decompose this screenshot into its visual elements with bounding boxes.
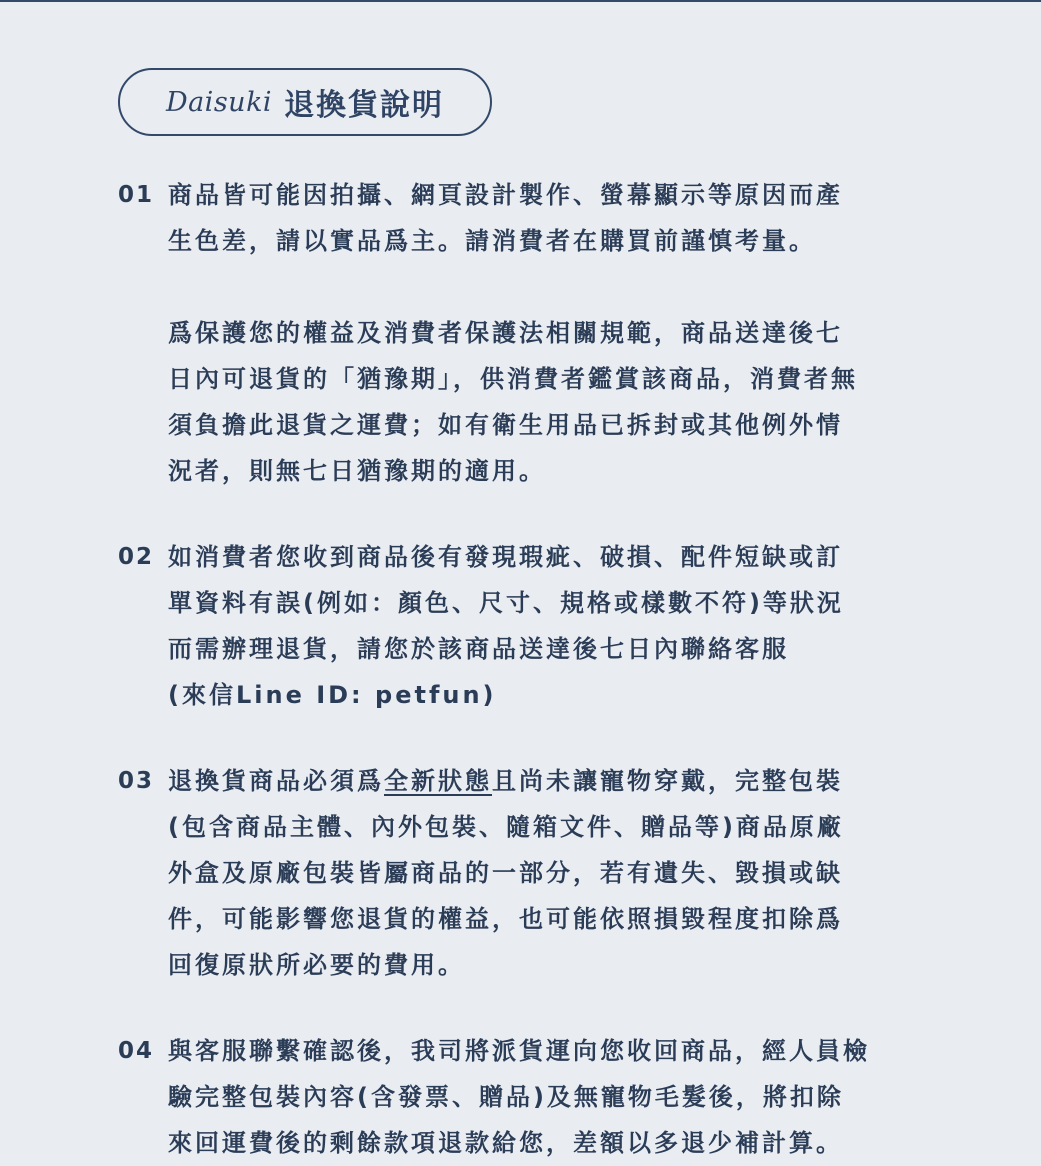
text-line: 外盒及原廠包裝皆屬商品的一部分，若有遺失、毀損或缺 (168, 859, 843, 887)
text-line: (來信Line ID: petfun) (168, 681, 497, 709)
policy-item-04 (118, 1028, 958, 1166)
text-line: 爲保護您的權益及消費者保護法相關規範，商品送達後七 (168, 319, 843, 347)
item-body (168, 1028, 958, 1166)
paragraph (168, 310, 958, 494)
item-number: 02 (118, 544, 155, 570)
text-segment: 且尚未讓寵物穿戴，完整包裝 (492, 767, 843, 795)
paragraph (168, 172, 958, 264)
policy-item-02 (118, 534, 958, 718)
underlined-emphasis: 全新狀態 (384, 767, 492, 795)
policy-item-03 (118, 758, 958, 988)
item-body (168, 758, 958, 988)
text-line: 回復原狀所必要的費用。 (168, 951, 465, 979)
paragraph (168, 534, 958, 718)
brand-logo: Daisuki (165, 86, 273, 118)
text-line: 須負擔此退貨之運費；如有衛生用品已拆封或其他例外情 (168, 411, 843, 439)
text-line: 單資料有誤(例如：顏色、尺寸、規格或樣數不符)等狀況 (168, 589, 844, 617)
text-line: 與客服聯繫確認後，我司將派貨運向您收回商品，經人員檢 (168, 1037, 870, 1065)
text-line (168, 758, 958, 804)
item-body (168, 534, 958, 718)
text-segment: 退換貨商品必須爲 (168, 767, 384, 795)
text-line: (包含商品主體、內外包裝、隨箱文件、贈品等)商品原廠 (168, 813, 844, 841)
item-body (168, 172, 958, 494)
text-line: 驗完整包裝內容(含發票、贈品)及無寵物毛髮後，將扣除 (168, 1083, 844, 1111)
text-line: 商品皆可能因拍攝、網頁設計製作、螢幕顯示等原因而產 (168, 181, 843, 209)
policy-content (118, 172, 958, 1166)
text-line: 而需辦理退貨，請您於該商品送達後七日內聯絡客服 (168, 635, 789, 663)
item-number: 04 (118, 1038, 155, 1064)
page-title: 退換貨說明 (284, 88, 445, 123)
paragraph (168, 758, 958, 988)
policy-item-01 (118, 172, 958, 494)
item-number: 01 (118, 182, 155, 208)
title-badge (118, 68, 492, 136)
text-line: 如消費者您收到商品後有發現瑕疵、破損、配件短缺或訂 (168, 543, 843, 571)
item-number: 03 (118, 768, 155, 794)
text-line: 況者，則無七日猶豫期的適用。 (168, 457, 546, 485)
text-line: 日內可退貨的「猶豫期」，供消費者鑑賞該商品，消費者無 (168, 365, 858, 393)
paragraph (168, 1028, 958, 1166)
text-line: 件，可能影響您退貨的權益，也可能依照損毀程度扣除爲 (168, 905, 843, 933)
text-line: 生色差，請以實品爲主。請消費者在購買前謹慎考量。 (168, 227, 816, 255)
top-divider (0, 0, 1041, 2)
text-line: 來回運費後的剩餘款項退款給您，差額以多退少補計算。 (168, 1129, 843, 1157)
